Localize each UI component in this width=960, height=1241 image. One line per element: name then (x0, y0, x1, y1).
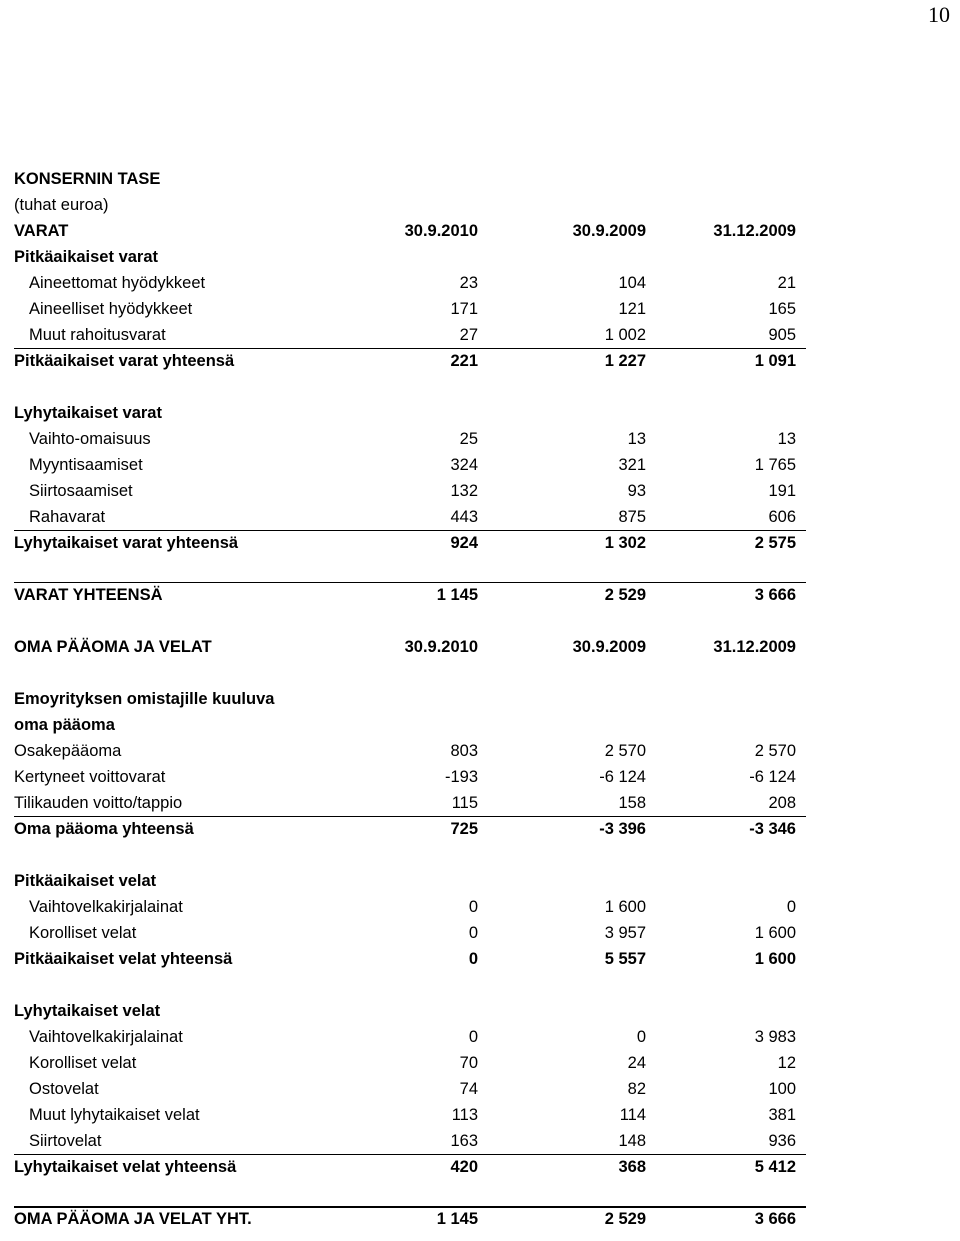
document-title (14, 166, 806, 192)
section-heading (14, 868, 806, 894)
spacer (14, 972, 806, 998)
row-label: Lyhytaikaiset varat yhteensä (14, 534, 239, 552)
table-row (14, 296, 806, 322)
value-2009-q3: 2 529 (604, 1210, 646, 1228)
spacer (14, 374, 806, 400)
table-row (14, 504, 806, 530)
value-2010: 0 (468, 924, 478, 942)
table-row (14, 1024, 806, 1050)
value-2010: 27 (459, 326, 478, 344)
value-2009-ye: 165 (768, 300, 796, 318)
value-2009-q3: 368 (618, 1158, 646, 1176)
value-2010: 25 (459, 430, 478, 448)
value-2009-ye: 3 666 (754, 1210, 796, 1228)
date-col-3: 31.12.2009 (713, 638, 796, 656)
equity-liabilities-header-row (14, 634, 806, 660)
value-2009-q3: 148 (618, 1132, 646, 1150)
row-label: Aineelliset hyödykkeet (29, 300, 193, 318)
value-2009-q3: 121 (618, 300, 646, 318)
value-2009-q3: 1 002 (604, 326, 646, 344)
value-2009-q3: 158 (618, 794, 646, 812)
value-2009-ye: 1 600 (754, 924, 796, 942)
row-label: Siirtovelat (29, 1132, 102, 1150)
value-2009-q3: 3 957 (604, 924, 646, 942)
value-2009-ye: 3 983 (754, 1028, 796, 1046)
value-2009-ye: 2 570 (754, 742, 796, 760)
row-label: Rahavarat (29, 508, 106, 526)
row-label: VARAT (14, 222, 69, 240)
value-2010: -193 (444, 768, 478, 786)
section-heading (14, 686, 806, 712)
row-label: Osakepääoma (14, 742, 122, 760)
section-heading-text: Pitkäaikaiset varat (14, 248, 159, 266)
subtotal-row (14, 348, 806, 374)
unit-note (14, 192, 806, 218)
value-2009-ye: 606 (768, 508, 796, 526)
value-2009-ye: 191 (768, 482, 796, 500)
row-label: Myyntisaamiset (29, 456, 143, 474)
section-heading (14, 712, 806, 738)
spacer (14, 556, 806, 582)
value-2010: 113 (451, 1106, 478, 1124)
value-2010: 443 (450, 508, 478, 526)
value-2009-q3: 1 302 (604, 534, 646, 552)
value-2009-ye: 208 (768, 794, 796, 812)
section-heading-text: Lyhytaikaiset varat (14, 404, 162, 422)
value-2009-ye: 3 666 (754, 586, 796, 604)
section-heading-text: oma pääoma (14, 716, 115, 734)
value-2009-ye: 1 600 (754, 950, 796, 968)
value-2009-q3: 0 (636, 1028, 646, 1046)
spacer (14, 842, 806, 868)
section-heading-text: Emoyrityksen omistajille kuuluva (14, 690, 275, 708)
value-2010: 70 (459, 1054, 478, 1072)
value-2009-q3: 13 (627, 430, 646, 448)
row-label: Korolliset velat (29, 1054, 137, 1072)
value-2010: 725 (450, 820, 478, 838)
value-2009-ye: 21 (777, 274, 796, 292)
row-label: OMA PÄÄOMA JA VELAT (14, 638, 212, 656)
subtotal-row (14, 946, 806, 972)
table-row (14, 920, 806, 946)
value-2009-ye: -6 124 (749, 768, 796, 786)
date-col-1: 30.9.2010 (404, 222, 478, 240)
date-col-2: 30.9.2009 (572, 638, 646, 656)
value-2010: 171 (450, 300, 478, 318)
subtotal-row (14, 1154, 806, 1180)
value-2009-ye: 1 765 (754, 456, 796, 474)
unit-text: (tuhat euroa) (14, 196, 109, 214)
section-heading-text: Pitkäaikaiset velat (14, 872, 157, 890)
value-2010: 0 (468, 950, 478, 968)
assets-header-row (14, 218, 806, 244)
value-2009-q3: 1 227 (604, 352, 646, 370)
date-col-3: 31.12.2009 (713, 222, 796, 240)
spacer (14, 608, 806, 634)
row-label: Vaihto-omaisuus (29, 430, 151, 448)
row-label: Korolliset velat (29, 924, 137, 942)
row-label: Muut lyhytaikaiset velat (29, 1106, 200, 1124)
row-label: Pitkäaikaiset velat yhteensä (14, 950, 233, 968)
value-2009-q3: -3 396 (599, 820, 646, 838)
value-2009-q3: 93 (627, 482, 646, 500)
table-row (14, 322, 806, 348)
value-2010: 924 (450, 534, 478, 552)
date-col-2: 30.9.2009 (572, 222, 646, 240)
row-label: OMA PÄÄOMA JA VELAT YHT. (14, 1210, 252, 1228)
row-label: VARAT YHTEENSÄ (14, 586, 163, 604)
value-2009-q3: 1 600 (604, 898, 646, 916)
value-2009-q3: 104 (618, 274, 646, 292)
row-label: Aineettomat hyödykkeet (29, 274, 206, 292)
grand-total-row (14, 582, 806, 608)
value-2010: 1 145 (436, 1210, 478, 1228)
value-2009-q3: 2 529 (604, 586, 646, 604)
table-row (14, 478, 806, 504)
row-label: Kertyneet voittovarat (14, 768, 166, 786)
balance-sheet (14, 166, 806, 1232)
value-2009-ye: 905 (768, 326, 796, 344)
spacer (14, 1180, 806, 1206)
date-col-1: 30.9.2010 (404, 638, 478, 656)
row-label: Vaihtovelkakirjalainat (29, 898, 183, 916)
value-2010: 115 (451, 794, 478, 812)
table-row (14, 790, 806, 816)
subtotal-row (14, 816, 806, 842)
row-label: Tilikauden voitto/tappio (14, 794, 183, 812)
table-row (14, 894, 806, 920)
value-2009-q3: 24 (627, 1054, 646, 1072)
value-2009-ye: 13 (777, 430, 796, 448)
table-row (14, 1128, 806, 1154)
value-2010: 132 (450, 482, 478, 500)
spacer (14, 660, 806, 686)
table-row (14, 1076, 806, 1102)
table-row (14, 764, 806, 790)
value-2010: 1 145 (436, 586, 478, 604)
section-heading (14, 400, 806, 426)
value-2010: 74 (459, 1080, 478, 1098)
value-2010: 0 (468, 1028, 478, 1046)
section-heading (14, 244, 806, 270)
value-2010: 221 (450, 352, 478, 370)
row-label: Pitkäaikaiset varat yhteensä (14, 352, 235, 370)
value-2009-ye: -3 346 (749, 820, 796, 838)
value-2009-ye: 1 091 (754, 352, 796, 370)
value-2009-q3: 321 (618, 456, 646, 474)
value-2009-ye: 12 (777, 1054, 796, 1072)
table-row (14, 1050, 806, 1076)
value-2010: 803 (450, 742, 478, 760)
row-label: Vaihtovelkakirjalainat (29, 1028, 183, 1046)
value-2010: 324 (450, 456, 478, 474)
value-2010: 23 (459, 274, 478, 292)
value-2009-ye: 381 (768, 1106, 796, 1124)
value-2009-q3: 5 557 (604, 950, 646, 968)
value-2009-ye: 936 (768, 1132, 796, 1150)
value-2009-q3: 82 (627, 1080, 646, 1098)
table-row (14, 452, 806, 478)
row-label: Siirtosaamiset (29, 482, 133, 500)
value-2009-ye: 100 (768, 1080, 796, 1098)
table-row (14, 426, 806, 452)
value-2009-q3: 875 (618, 508, 646, 526)
table-row (14, 270, 806, 296)
value-2009-q3: 114 (619, 1106, 646, 1124)
value-2009-q3: 2 570 (604, 742, 646, 760)
page-number: 10 (928, 2, 950, 27)
table-row (14, 1102, 806, 1128)
row-label: Muut rahoitusvarat (29, 326, 166, 344)
value-2009-ye: 0 (786, 898, 796, 916)
value-2009-ye: 2 575 (754, 534, 796, 552)
value-2009-q3: -6 124 (599, 768, 646, 786)
subtotal-row (14, 530, 806, 556)
value-2010: 420 (450, 1158, 478, 1176)
row-label: Lyhytaikaiset velat yhteensä (14, 1158, 237, 1176)
section-heading-text: Lyhytaikaiset velat (14, 1002, 161, 1020)
value-2010: 0 (468, 898, 478, 916)
value-2010: 163 (450, 1132, 478, 1150)
row-label: Ostovelat (29, 1080, 99, 1098)
row-label: Oma pääoma yhteensä (14, 820, 194, 838)
section-heading (14, 998, 806, 1024)
grand-total-row (14, 1206, 806, 1232)
value-2009-ye: 5 412 (754, 1158, 796, 1176)
table-row (14, 738, 806, 764)
title-text: KONSERNIN TASE (14, 170, 161, 188)
